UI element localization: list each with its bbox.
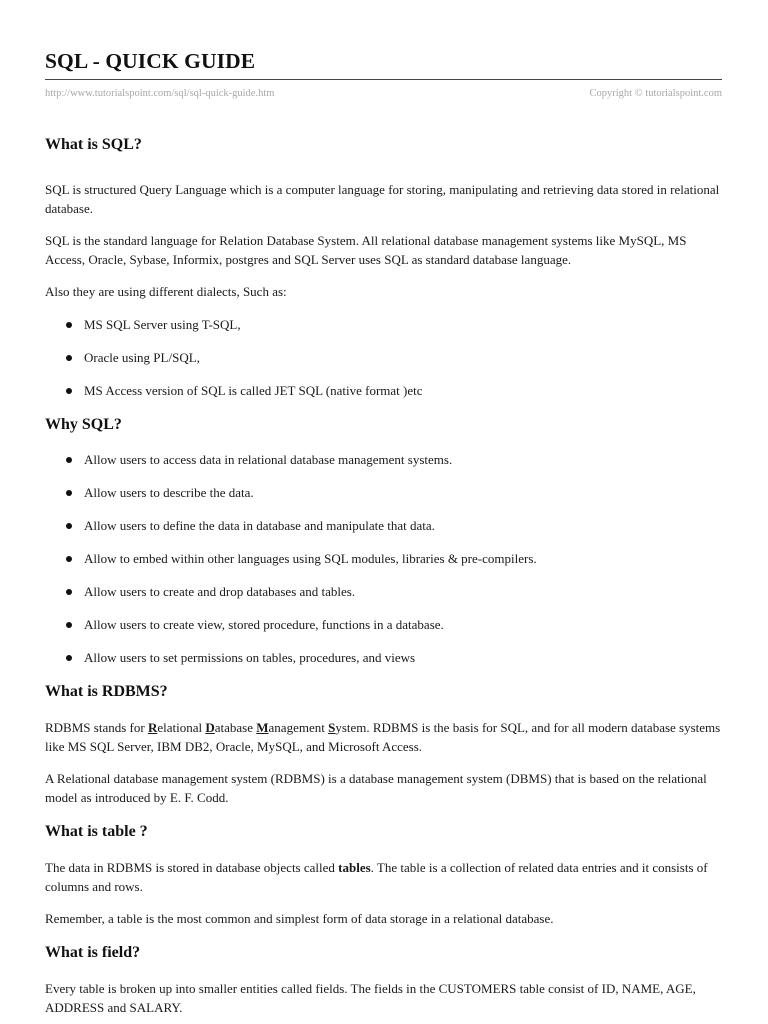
list-item: Oracle using PL/SQL, <box>45 348 722 367</box>
list-item: Allow users to set permissions on tables, procedures, and views <box>45 648 722 667</box>
paragraph: Every table is broken up into smaller entities called fields. The fields in the CUSTOMERS table consist of ID, NAME, AGE, ADDRESS and SALARY. <box>45 981 696 1015</box>
paragraph: SQL is the standard language for Relation Database System. All relational database management systems like MySQL, MS Access, Oracle, Sybase, Informix, postgres and SQL Server uses SQL as standard database language. <box>45 233 687 267</box>
heading-what-is-sql: What is SQL? <box>45 136 142 153</box>
page-title: SQL - QUICK GUIDE <box>45 49 256 73</box>
bullet-icon <box>66 322 72 328</box>
list-item: Allow users to define the data in database and manipulate that data. <box>45 516 722 535</box>
list-item: Allow users to create view, stored procedure, functions in a database. <box>45 615 722 634</box>
heading-what-is-rdbms: What is RDBMS? <box>45 683 168 700</box>
list-item: Allow users to create and drop databases and tables. <box>45 582 722 601</box>
bullet-icon <box>66 490 72 496</box>
list-item: Allow users to describe the data. <box>45 483 722 502</box>
copyright-notice: Copyright © tutorialspoint.com <box>589 88 722 99</box>
heading-why-sql: Why SQL? <box>45 416 122 433</box>
bullet-icon <box>66 622 72 628</box>
list-item: MS Access version of SQL is called JET SQL (native format )etc <box>45 381 722 400</box>
bullet-icon <box>66 523 72 529</box>
source-url-link[interactable]: http://www.tutorialspoint.com/sql/sql-quick-guide.htm <box>45 88 275 99</box>
paragraph: SQL is structured Query Language which is a computer language for storing, manipulating and retrieving data stored in relational database. <box>45 182 720 216</box>
paragraph: The data in RDBMS is stored in database objects called tables. The table is a collection of related data entries and it consists of columns and rows. <box>45 860 708 894</box>
bullet-icon <box>66 589 72 595</box>
list-item: Allow to embed within other languages using SQL modules, libraries & pre-compilers. <box>45 549 722 568</box>
bullet-icon <box>66 457 72 463</box>
bullet-icon <box>66 388 72 394</box>
paragraph: Remember, a table is the most common and simplest form of data storage in a relational database. <box>45 911 554 926</box>
content <box>45 136 722 1017</box>
heading-what-is-field: What is field? <box>45 944 141 961</box>
heading-what-is-table: What is table ? <box>45 823 148 840</box>
bullet-icon <box>66 355 72 361</box>
bullet-icon <box>66 655 72 661</box>
dialects-list <box>45 315 722 400</box>
paragraph: RDBMS stands for Relational Database Management System. RDBMS is the basis for SQL, and for all modern database systems like MS SQL Server, IBM DB2, Oracle, MySQL, and Microsoft Access. <box>45 720 721 754</box>
list-item: Allow users to access data in relational database management systems. <box>45 450 722 469</box>
title-divider <box>45 79 722 80</box>
list-item: MS SQL Server using T-SQL, <box>45 315 722 334</box>
bullet-icon <box>66 556 72 562</box>
paragraph: Also they are using different dialects, Such as: <box>45 284 287 299</box>
paragraph: A Relational database management system (RDBMS) is a database management system (DBMS) that is based on the relational model as introduced by E. F. Codd. <box>45 771 707 805</box>
why-sql-list <box>45 450 722 667</box>
